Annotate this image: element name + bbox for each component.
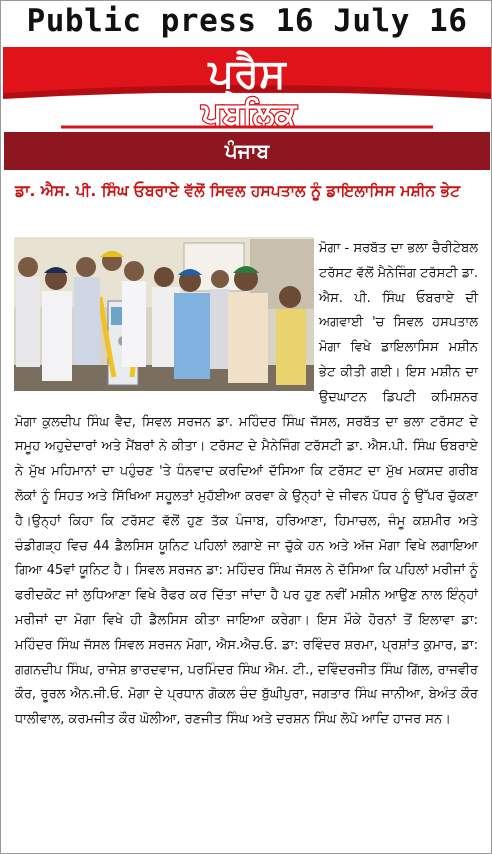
article-body: [15, 237, 478, 733]
clipping-caption: Public press 16 July 16: [26, 3, 468, 39]
article-body-text: ਮੋਗਾ - ਸਰਬੱਤ ਦਾ ਭਲਾ ਚੈਰੀਟੇਬਲ ਟਰੱਸਟ ਵੱਲੋਂ ਮੈਨੇਜਿੰਗ ਟਰੱਸਟੀ ਡਾ. ਐਸ. ਪੀ. ਸਿੰਘ ਓਬਰਾਏ ਦੀ ਅਗਵਾਈ 'ਚ ਸਿਵਲ ਹਸਪਤਾਲ ਮੋਗਾ ਵਿਖੇ ਡਾਇਲਾਸਿਸ ਮਸ਼ੀਨ ਭੇਟ ਕੀਤੀ ਗਈ। ਇਸ ਮਸ਼ੀਨ ਦਾ ਉਦਘਾਟਨ ਡਿਪਟੀ ਕਮਿਸ਼ਨਰ ਮੋਗਾ ਕੁਲਦੀਪ ਸਿੰਘ ਵੈਦ, ਸਿਵਲ ਸਰਜਨ ਡਾ. ਮਹਿੰਦਰ ਸਿੰਘ ਜੱਸਲ, ਸਰਬੱਤ ਦਾ ਭਲਾ ਟਰੱਸਟ ਦੇ ਸਮੂਹ ਅਹੁਦੇਦਾਰਾਂ ਅਤੇ ਮੈਂਬਰਾਂ ਨੇ ਕੀਤਾ। ਟਰੱਸਟ ਦੇ ਮੈਨੇਜਿੰਗ ਟਰੱਸਟੀ ਡਾ. ਐਸ.ਪੀ. ਸਿੰਘ ਓਬਰਾਏ ਨੇ ਮੁੱਖ ਮਹਿਮਾਨਾਂ ਦਾ ਪਹੁੰਚਣ 'ਤੇ ਧੰਨਵਾਦ ਕਰਦਿਆਂ ਦੱਸਿਆ ਕਿ ਟਰੱਸਟ ਦਾ ਮੁੱਖ ਮਕਸਦ ਗਰੀਬ ਲੋਕਾਂ ਨੂੰ ਸਿਹਤ ਅਤੇ ਸਿੱਖਿਆ ਸਹੂਲਤਾਂ ਮੁਹੱਈਆ ਕਰਵਾ ਕੇ ਉਨ੍ਹਾਂ ਦੇ ਜੀਵਨ ਪੱਧਰ ਨੂੰ ਉੱਪਰ ਚੁੱਕਣਾ ਹੈ।ਉਨ੍ਹਾਂ ਕਿਹਾ ਕਿ ਟਰੱਸਟ ਵੱਲੋਂ ਹੁਣ ਤੱਕ ਪੰਜਾਬ, ਹਰਿਆਣਾ, ਹਿਮਾਚਲ, ਜੰਮੂ ਕਸ਼ਮੀਰ ਅਤੇ ਚੰਡੀਗੜ੍ਹ ਵਿਚ 44 ਡੈਲਸਿਸ ਯੂਨਿਟ ਪਹਿਲਾਂ ਲਗਾਏ ਜਾ ਚੁੱਕੇ ਹਨ ਅਤੇ ਅੱਜ ਮੋਗਾ ਵਿਖੇ ਲਗਾਇਆ ਗਿਆ 45ਵਾਂ ਯੂਨਿਟ ਹੈ। ਸਿਵਲ ਸਰਜਨ ਡਾ: ਮਹਿੰਦਰ ਸਿੰਘ ਜੱਸਲ ਨੇ ਦੱਸਿਆ ਕਿ ਪਹਿਲਾਂ ਮਰੀਜਾਂ ਨੂੰ ਫਰੀਦਕੋਟ ਜਾਂ ਲੁਧਿਆਣਾ ਵਿਖੇ ਰੈਫਰ ਕਰ ਦਿੱਤਾ ਜਾਂਦਾ ਹੈ ਪਰ ਹੁਣ ਨਵੀਂ ਮਸ਼ੀਨ ਆਉਣ ਨਾਲ ਇੰਨ੍ਹਾਂ ਮਰੀਜਾਂ ਦਾ ਮੋਗਾ ਵਿਖੇ ਹੀ ਡੈਲਸਿਸ ਕੀਤਾ ਜਾਇਆ ਕਰੇਗਾ। ਇਸ ਮੌਕੇ ਹੋਰਨਾਂ ਤੋਂ ਇਲਾਵਾ ਡਾ: ਮਹਿੰਦਰ ਸਿੰਘ ਜੱਸਲ ਸਿਵਲ ਸਰਜਨ ਮੋਗਾ, ਐਸ.ਐਚ.ਓ. ਡਾ: ਰਵਿੰਦਰ ਸ਼ਰਮਾ, ਪ੍ਰਸ਼ਾਂਤ ਕੁਮਾਰ, ਡਾ: ਗਗਨਦੀਪ ਸਿੰਘ, ਰਾਜੇਸ਼ ਭਾਰਦਵਾਜ, ਪਰਮਿੰਦਰ ਸਿੰਘ ਐਮ. ਟੀ., ਦਵਿੰਦਰਜੀਤ ਸਿੰਘ ਗਿੱਲ, ਰਾਜਵੀਰ ਕੌਰ, ਰੂਰਲ ਐਨ.ਜੀ.ਓ. ਮੋਗਾ ਦੇ ਪ੍ਰਧਾਨ ਗੋਕਲ ਚੰਦ ਬੁੱਘੀਪੁਰਾ, ਜਗਤਾਰ ਸਿੰਘ ਜਾਨੀਆ, ਬੇਅੰਤ ਕੌਰ ਧਾਲੀਵਾਲ, ਕਰਮਜੀਤ ਕੌਰ ਘੋਲੀਆ, ਰਣਜੀਤ ਸਿੰਘ ਅਤੇ ਦਰਸ਼ਨ ਸਿੰਘ ਲੋਪੋ ਆਦਿ ਹਾਜਰ ਸਨ।: [15, 241, 479, 728]
logo-top-text: ਪ੍ਰੈਸ: [208, 51, 286, 97]
photo-wrap-spacer: [15, 237, 319, 387]
newspaper-masthead-logo: [3, 41, 491, 129]
section-header: ਪੰਜਾਬ: [4, 132, 490, 170]
masthead-logo-graphic: [3, 41, 491, 129]
logo-bottom-text: ਪਬਲਿਕ: [201, 95, 297, 129]
article-headline: ਡਾ. ਐਸ. ਪੀ. ਸਿੰਘ ਓਬਰਾਏ ਵੱਲੋਂ ਸਿਵਲ ਹਸਪਤਾਲ ਨੂੰ ਡਾਇਲਾਸਿਸ ਮਸ਼ੀਨ ਭੇਟ: [15, 182, 461, 200]
